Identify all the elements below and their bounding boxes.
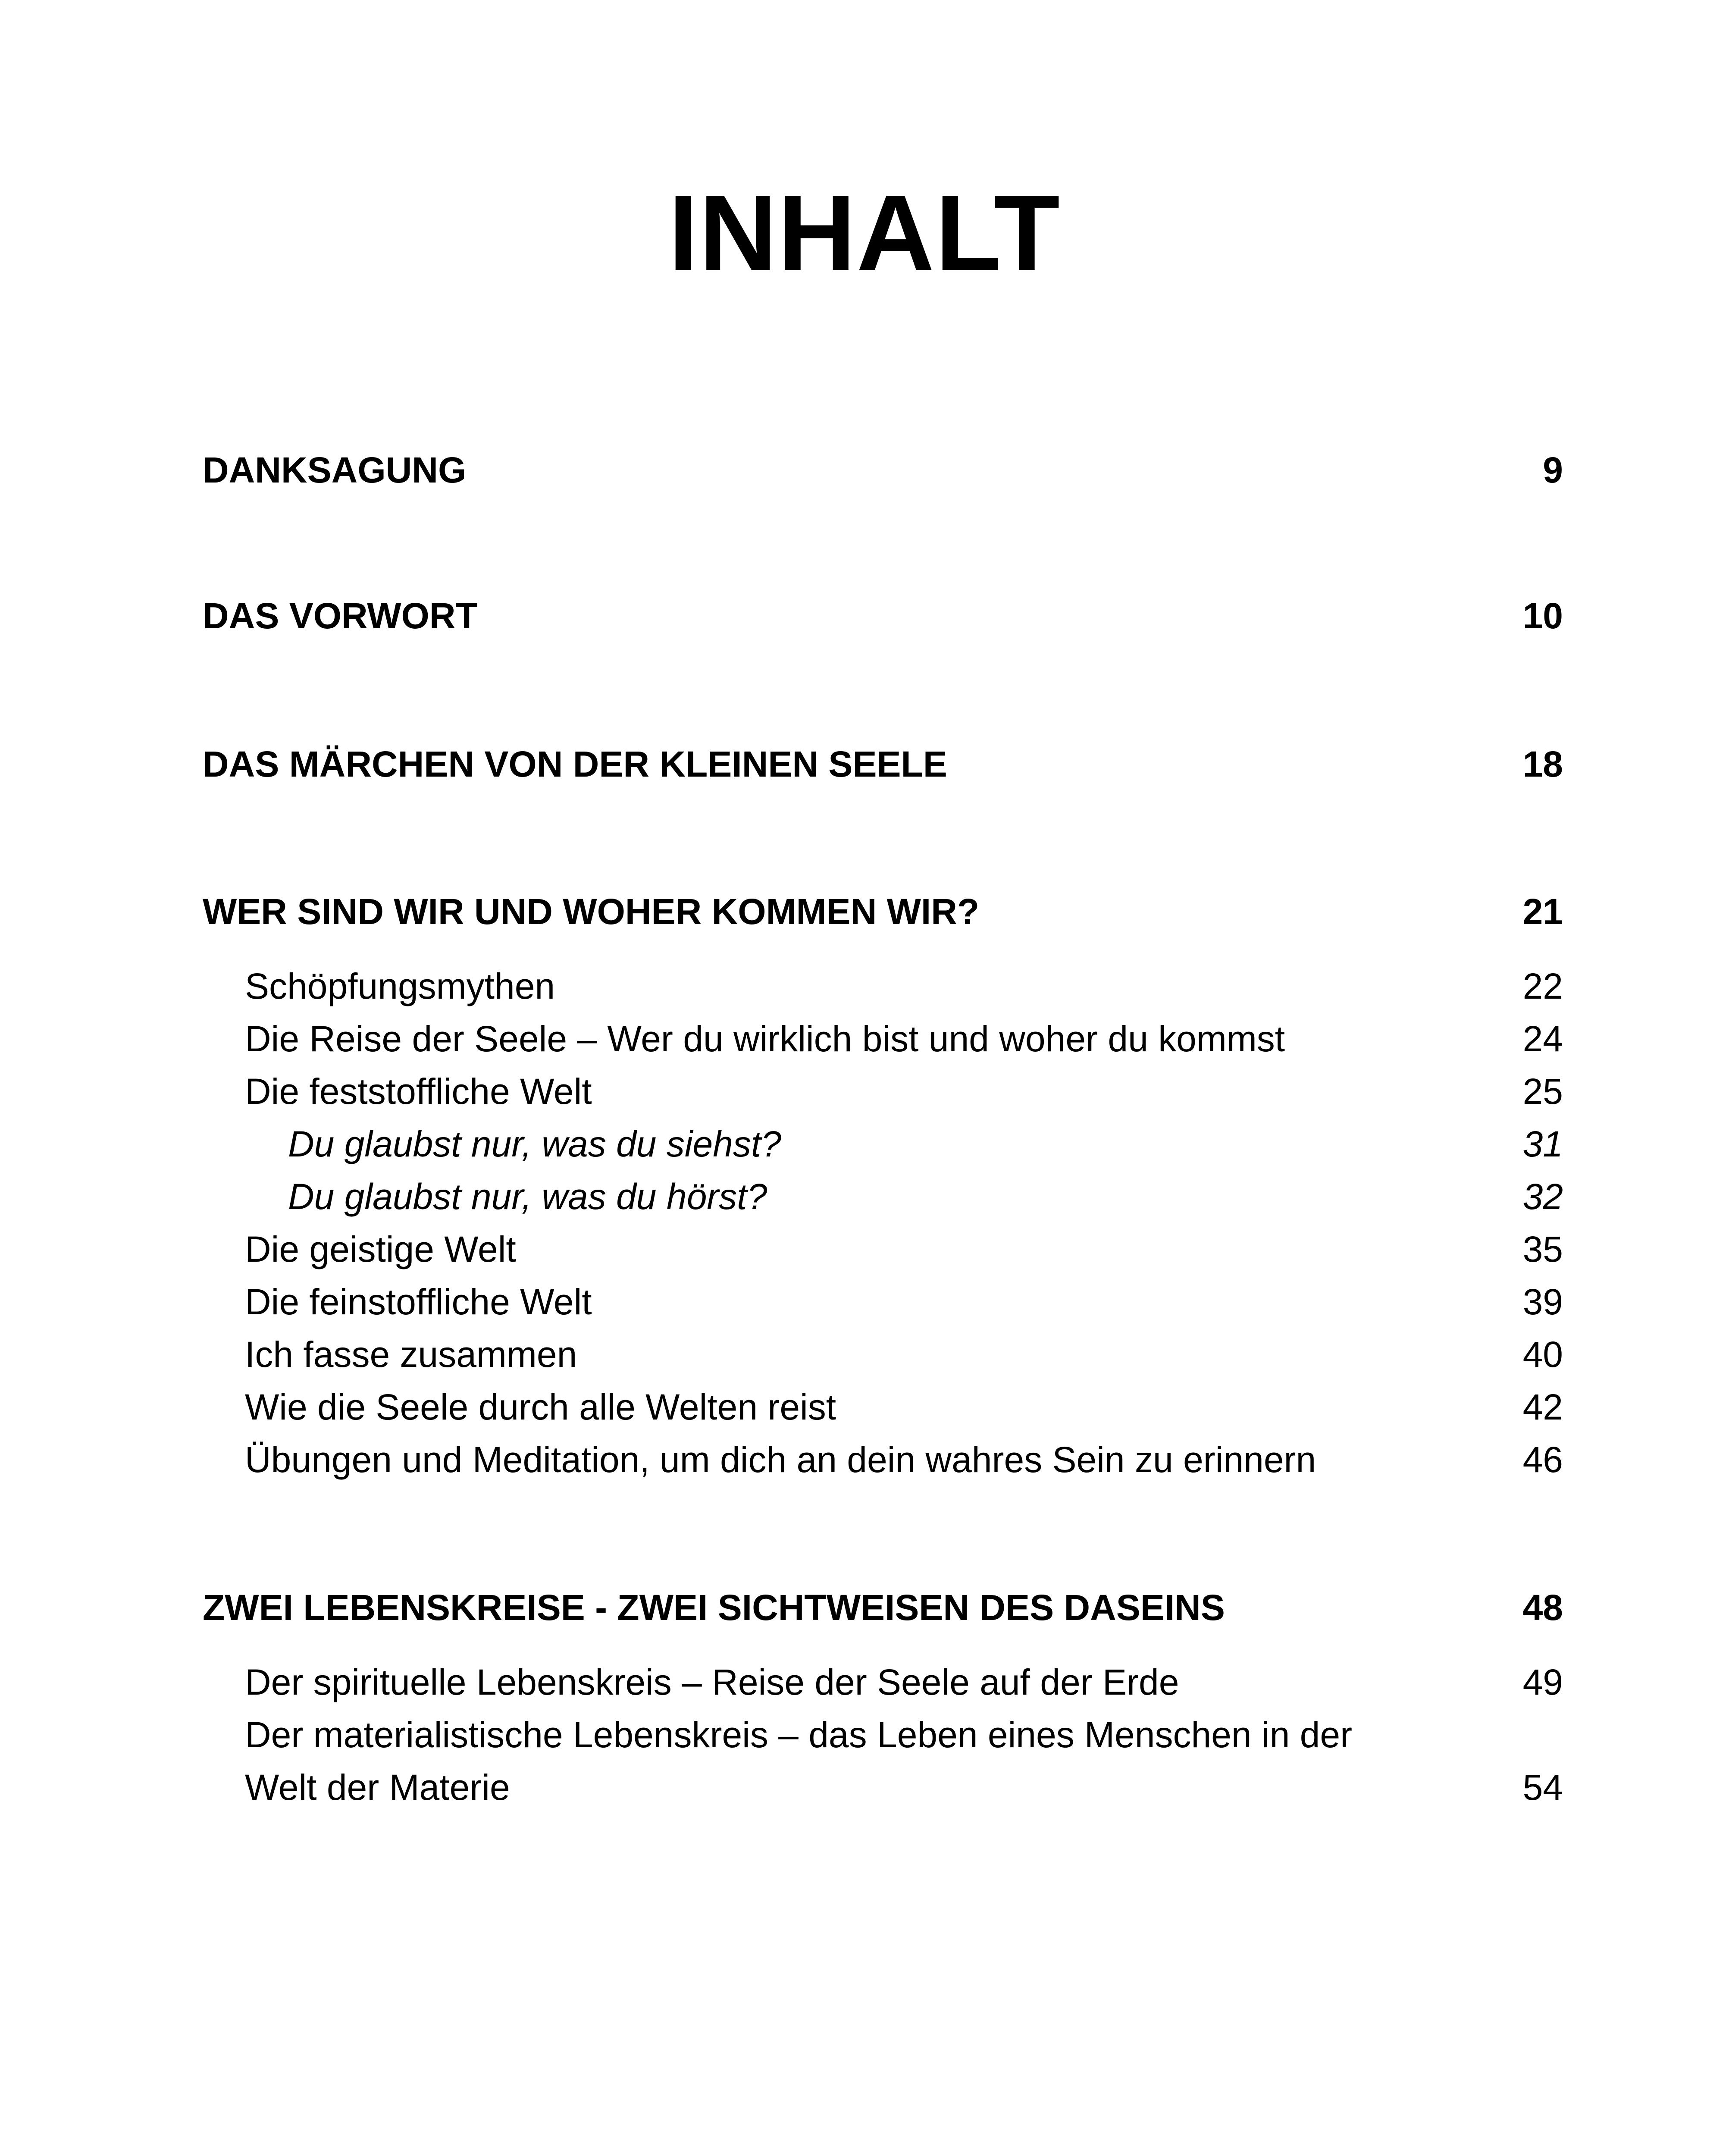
toc-entry[interactable] [203, 1012, 1563, 1065]
toc-entry-label: Der spirituelle Lebenskreis – Reise der Seele auf der Erde [245, 1662, 1179, 1702]
toc-section-danksagung[interactable] [203, 444, 1563, 496]
toc-subentry[interactable] [203, 1170, 1563, 1223]
toc-page-number: 48 [1522, 1587, 1563, 1628]
toc-entry[interactable] [203, 1433, 1563, 1486]
toc-section-maerchen[interactable] [203, 738, 1563, 790]
toc-entry[interactable] [203, 1223, 1563, 1275]
toc-page-number: 9 [1543, 450, 1563, 490]
toc-page-number: 32 [1522, 1176, 1563, 1217]
toc-page-number: 35 [1522, 1229, 1563, 1269]
toc-section-wer-sind-wir[interactable] [203, 886, 1563, 937]
toc-entry-label: Die feinstoffliche Welt [245, 1282, 592, 1322]
toc-entry[interactable] [203, 1381, 1563, 1433]
toc-entry-label: Du glaubst nur, was du siehst? [288, 1124, 782, 1164]
toc-entry-label: Du glaubst nur, was du hörst? [288, 1176, 767, 1217]
toc-page-number: 49 [1522, 1662, 1563, 1702]
toc-page-number: 10 [1522, 595, 1563, 636]
toc-entry-label: Die geistige Welt [245, 1229, 516, 1269]
toc-page-number: 25 [1522, 1071, 1563, 1112]
toc-page-number: 22 [1522, 966, 1563, 1006]
toc-page-number: 18 [1522, 744, 1563, 784]
toc-entry-label-line2: Welt der Materie [245, 1767, 510, 1808]
toc-section-zwei-lebenskreise[interactable] [203, 1582, 1563, 1633]
toc-page-number: 46 [1522, 1439, 1563, 1480]
toc-entry[interactable] [203, 960, 1563, 1012]
toc-page-number: 39 [1522, 1282, 1563, 1322]
toc-entry-label: Ich fasse zusammen [245, 1334, 577, 1375]
toc-entry[interactable] [203, 1656, 1563, 1708]
toc-page-number: 40 [1522, 1334, 1563, 1375]
toc-page-number: 21 [1522, 891, 1563, 932]
toc-entry-label: Die Reise der Seele – Wer du wirklich bist und woher du kommst [245, 1018, 1285, 1059]
toc-entry-label: Übungen und Meditation, um dich an dein wahres Sein zu erinnern [245, 1439, 1316, 1480]
toc-section-label: ZWEI LEBENSKREISE - ZWEI SICHTWEISEN DES DASEINS [203, 1587, 1225, 1628]
toc-section-label: DANKSAGUNG [203, 450, 467, 490]
toc-section-vorwort[interactable] [203, 590, 1563, 642]
toc-section-label: DAS VORWORT [203, 595, 478, 636]
toc-entry-wrapped[interactable] [245, 1708, 1563, 1814]
toc-entry[interactable] [203, 1065, 1563, 1118]
toc-entry-label-line1: Der materialistische Lebenskreis – das Leben eines Menschen in der [245, 1714, 1353, 1755]
toc-entry[interactable] [203, 1275, 1563, 1328]
toc-entry[interactable] [203, 1328, 1563, 1381]
toc-page-number: 54 [1522, 1767, 1563, 1808]
toc-section-label: WER SIND WIR UND WOHER KOMMEN WIR? [203, 891, 980, 932]
toc-page-number: 42 [1522, 1387, 1563, 1427]
page-title: INHALT [668, 172, 1061, 293]
toc-entry-label: Schöpfungsmythen [245, 966, 555, 1006]
toc-page-number: 31 [1522, 1124, 1563, 1164]
toc-subentry[interactable] [203, 1118, 1563, 1170]
toc-entry-label: Die feststoffliche Welt [245, 1071, 592, 1112]
toc-entry-label: Wie die Seele durch alle Welten reist [245, 1387, 836, 1427]
toc-page-number: 24 [1522, 1018, 1563, 1059]
toc-section-label: DAS MÄRCHEN VON DER KLEINEN SEELE [203, 744, 947, 784]
